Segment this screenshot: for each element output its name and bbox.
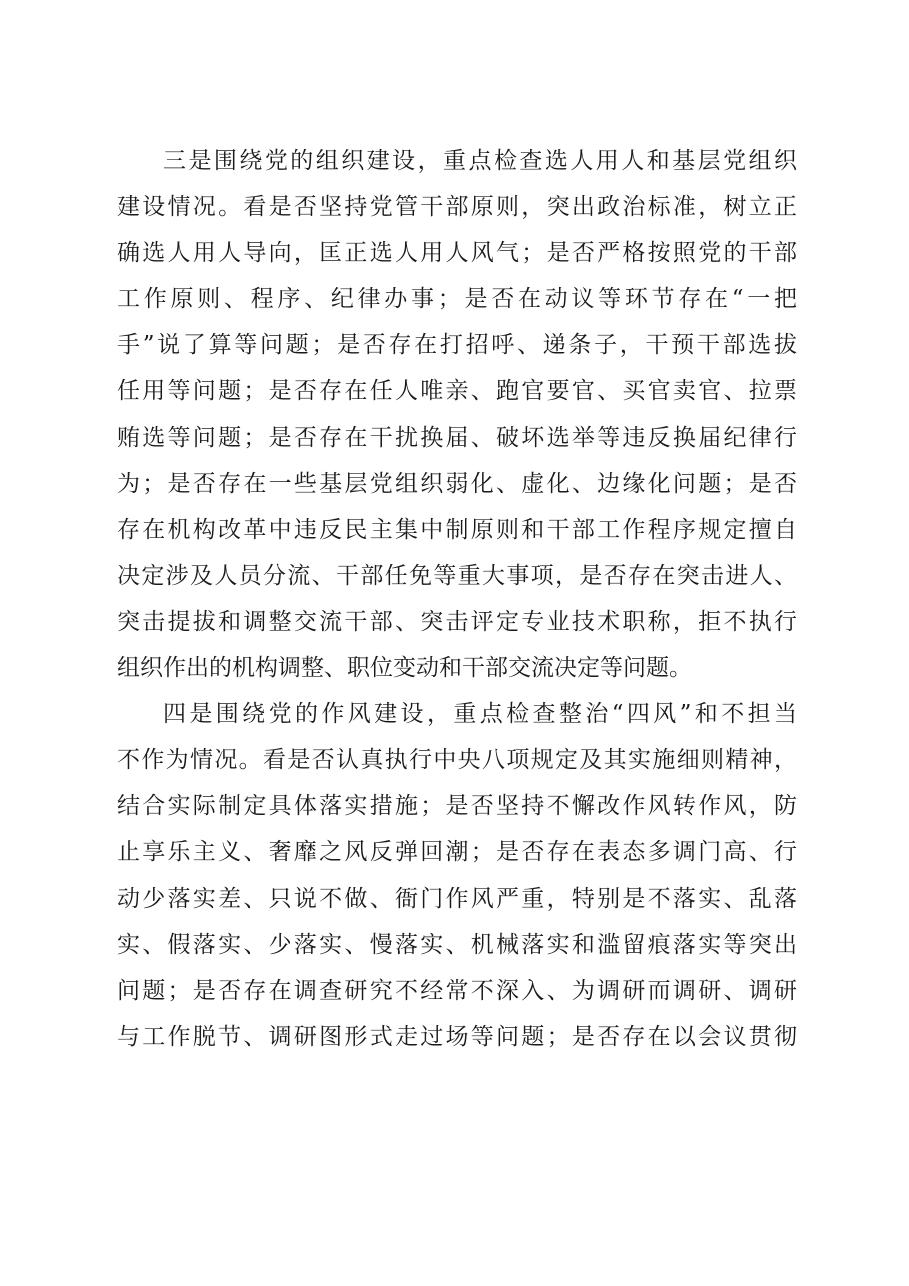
text-line: 决定涉及人员分流、干部任免等重大事项，是否存在突击进人、 <box>117 562 797 589</box>
text-line: 建设情况。看是否坚持党管干部原则，突出政治标准，树立正 <box>117 194 797 221</box>
text-line: 任用等问题；是否存在任人唯亲、跑官要官、买官卖官、拉票 <box>117 378 797 405</box>
text-line: 突击提拔和调整交流干部、突击评定专业技术职称，拒不执行 <box>117 608 797 635</box>
text-line: 贿选等问题；是否存在干扰换届、破坏选举等违反换届纪律行 <box>117 424 797 451</box>
text-line: 问题；是否存在调查研究不经常不深入、为调研而调研、调研 <box>117 977 797 1004</box>
text-line: 动少落实差、只说不做、衙门作风严重，特别是不落实、乱落 <box>117 885 797 912</box>
text-line: 组织作出的机构调整、职位变动和干部交流决定等问题。 <box>117 655 692 682</box>
text-line: 与工作脱节、调研图形式走过场等问题；是否存在以会议贯彻 <box>117 1023 797 1050</box>
text-line: 确选人用人导向，匡正选人用人风气；是否严格按照党的干部 <box>117 240 797 267</box>
text-line: 手”说了算等问题；是否存在打招呼、递条子，干预干部选拔 <box>117 332 797 359</box>
text-line: 工作原则、程序、纪律办事；是否在动议等环节存在“一把 <box>117 286 797 313</box>
paragraph-style-building <box>117 691 797 1060</box>
text-line: 不作为情况。看是否认真执行中央八项规定及其实施细则精神， <box>117 747 797 774</box>
text-line: 止享乐主义、奢靡之风反弹回潮；是否存在表态多调门高、行 <box>117 839 797 866</box>
text-line: 为；是否存在一些基层党组织弱化、虚化、边缘化问题；是否 <box>117 470 797 497</box>
text-line: 三是围绕党的组织建设，重点检查选人用人和基层党组织 <box>163 148 797 174</box>
document-body <box>117 138 797 1060</box>
paragraph-organization-building <box>117 138 797 691</box>
text-line: 四是围绕党的作风建设，重点检查整治“四风”和不担当 <box>163 701 797 728</box>
text-line: 结合实际制定具体落实措施；是否坚持不懈改作风转作风，防 <box>117 793 797 820</box>
text-line: 存在机构改革中违反民主集中制原则和干部工作程序规定擅自 <box>117 516 797 543</box>
text-line: 实、假落实、少落实、慢落实、机械落实和滥留痕落实等突出 <box>117 931 797 958</box>
